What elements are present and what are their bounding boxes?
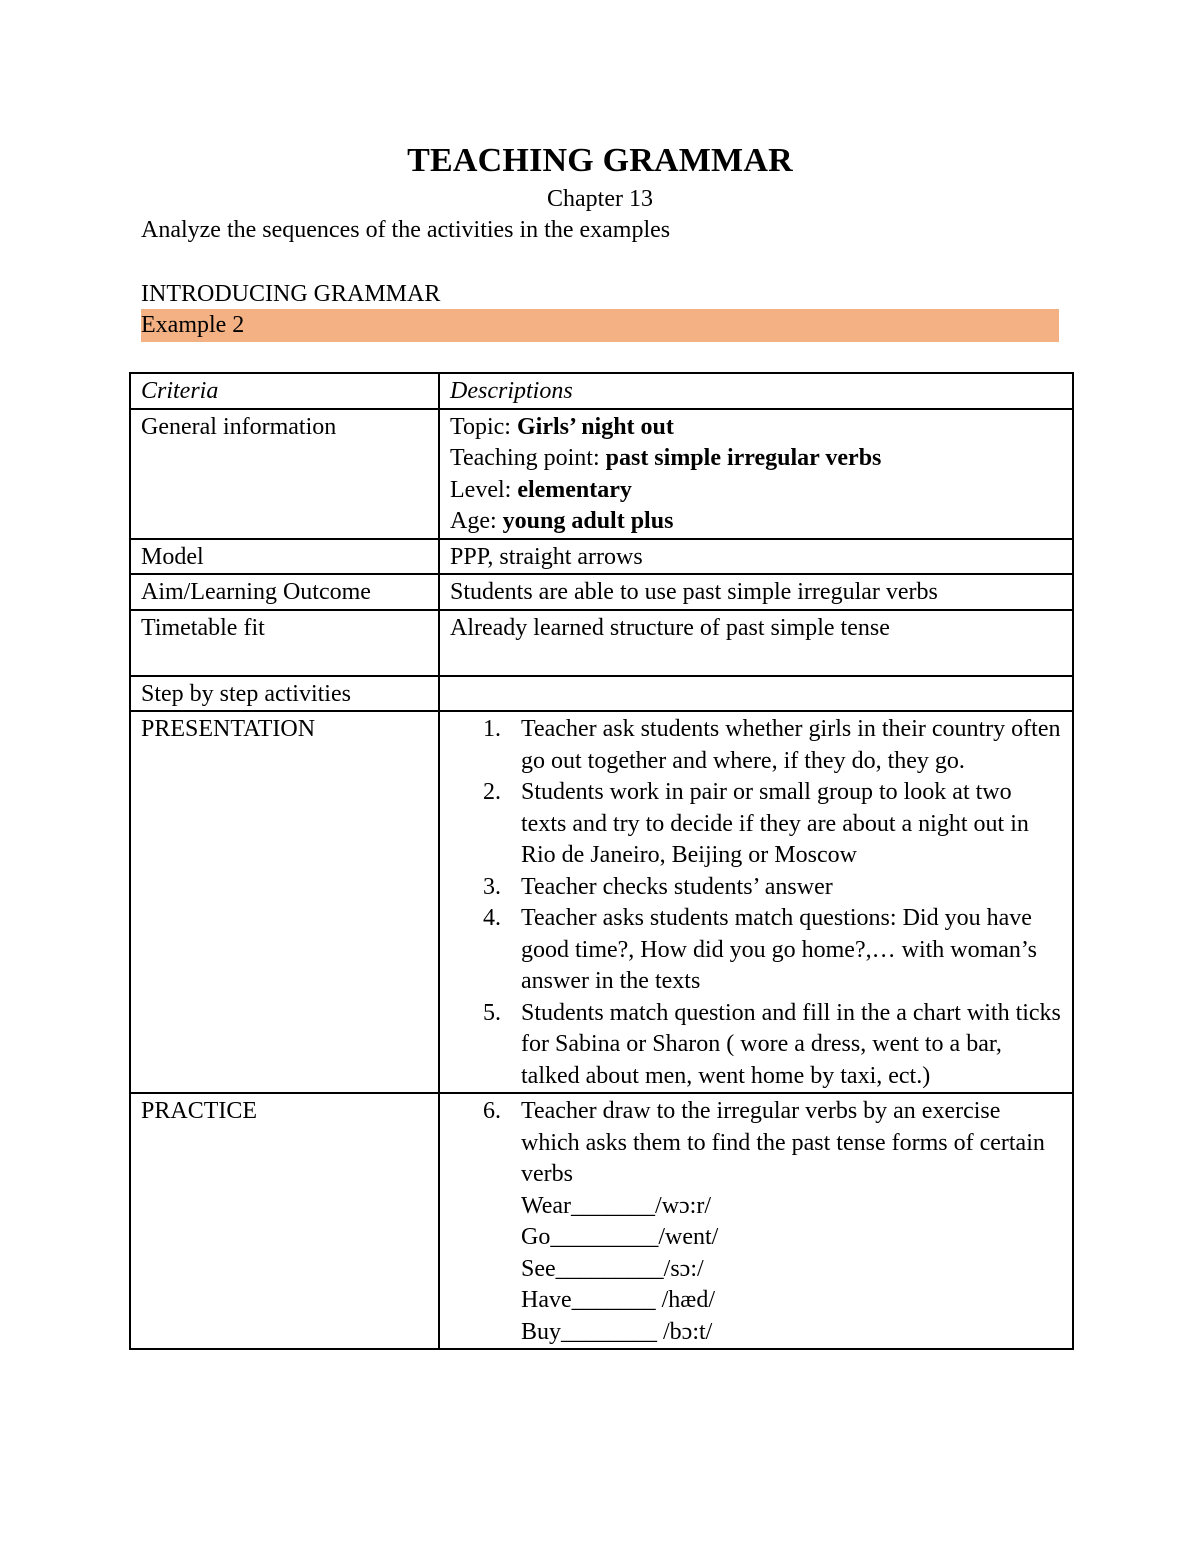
list-text: Students work in pair or small group to look at two texts and try to decide if they are about a night out in Rio de Janeiro, Beijing or Moscow bbox=[521, 779, 1029, 868]
chapter-label: Chapter 13 bbox=[547, 186, 653, 212]
table-row-aim bbox=[130, 574, 1073, 610]
list-text: Teacher checks students’ answer bbox=[521, 873, 833, 900]
example-highlight-bar bbox=[141, 309, 1059, 342]
verb-line-see: See_________/sɔ:/ bbox=[521, 1255, 704, 1282]
example-label: Example 2 bbox=[141, 312, 245, 338]
table-row-model bbox=[130, 539, 1073, 575]
verb-line-have: Have_______ /hæd/ bbox=[521, 1287, 715, 1313]
timetable-value: Already learned structure of past simple tense bbox=[439, 610, 1073, 676]
teaching-point-label: Teaching point: bbox=[450, 445, 606, 471]
verb-line-go: Go_________/went/ bbox=[521, 1224, 719, 1250]
model-label: Model bbox=[130, 539, 439, 575]
descriptions-header: Descriptions bbox=[439, 373, 1073, 409]
list-text: Teacher draw to the irregular verbs by an exercise which asks them to find the past tense forms of certain verbs bbox=[521, 1098, 1045, 1187]
model-value: PPP, straight arrows bbox=[439, 539, 1073, 575]
teaching-point-value: past simple irregular verbs bbox=[605, 445, 882, 471]
steps-header-value bbox=[439, 676, 1073, 712]
table-row-general-information bbox=[130, 409, 1073, 539]
lesson-analysis-table bbox=[129, 372, 1074, 1350]
level-value: elementary bbox=[517, 476, 632, 503]
practice-label: PRACTICE bbox=[130, 1093, 439, 1349]
list-item bbox=[450, 1096, 1062, 1191]
list-text: Teacher asks students match questions: Did you have good time?, How did you go home?,… with woman’s answer in the texts bbox=[521, 905, 1037, 994]
list-number: 6. bbox=[483, 1098, 501, 1124]
general-information-value bbox=[439, 409, 1073, 539]
table-row-practice bbox=[130, 1093, 1073, 1349]
verb-exercise bbox=[450, 1191, 1062, 1349]
timetable-label: Timetable fit bbox=[130, 610, 439, 676]
list-number: 3. bbox=[483, 873, 501, 900]
verb-line-wear: Wear_______/wɔ:r/ bbox=[521, 1192, 712, 1219]
level-label: Level: bbox=[450, 476, 518, 503]
general-information-label: General information bbox=[130, 409, 439, 539]
aim-value: Students are able to use past simple irregular verbs bbox=[439, 574, 1073, 610]
topic-line bbox=[450, 412, 1062, 444]
level-line bbox=[450, 475, 1062, 507]
list-item bbox=[450, 872, 1062, 904]
teaching-point-line bbox=[450, 443, 1062, 475]
list-number: 4. bbox=[483, 905, 501, 931]
list-number: 1. bbox=[483, 716, 501, 742]
list-number: 2. bbox=[483, 779, 501, 805]
topic-label: Topic: bbox=[450, 413, 517, 440]
table-row-steps-header bbox=[130, 676, 1073, 712]
list-number: 5. bbox=[483, 999, 501, 1026]
practice-list bbox=[450, 1096, 1062, 1191]
table-header-row bbox=[130, 373, 1073, 409]
presentation-list bbox=[450, 714, 1062, 1092]
presentation-label: PRESENTATION bbox=[130, 711, 439, 1093]
age-value: young adult plus bbox=[502, 508, 674, 534]
list-item bbox=[450, 714, 1062, 777]
instruction-text: Analyze the sequences of the activities in the examples bbox=[141, 217, 671, 243]
criteria-header: Criteria bbox=[130, 373, 439, 409]
list-item bbox=[450, 903, 1062, 998]
steps-header-label: Step by step activities bbox=[130, 676, 439, 712]
verb-line-buy: Buy________ /bɔ:t/ bbox=[521, 1318, 713, 1345]
table-row-presentation bbox=[130, 711, 1073, 1093]
list-item bbox=[450, 998, 1062, 1093]
presentation-steps bbox=[439, 711, 1073, 1093]
aim-label: Aim/Learning Outcome bbox=[130, 574, 439, 610]
age-label: Age: bbox=[450, 508, 503, 534]
topic-value: Girls’ night out bbox=[516, 413, 674, 440]
document-title: TEACHING GRAMMAR bbox=[407, 142, 793, 179]
list-item bbox=[450, 777, 1062, 872]
list-text: Teacher ask students whether girls in their country often go out together and where, if they do, they go. bbox=[521, 716, 1061, 774]
practice-steps bbox=[439, 1093, 1073, 1349]
section-heading: INTRODUCING GRAMMAR bbox=[141, 281, 441, 307]
age-line bbox=[450, 506, 1062, 538]
list-text: Students match question and fill in the a chart with ticks for Sabina or Sharon ( wore a dress, went to a bar, talked about men, went home by taxi, ect.) bbox=[521, 999, 1061, 1089]
table-row-timetable bbox=[130, 610, 1073, 676]
